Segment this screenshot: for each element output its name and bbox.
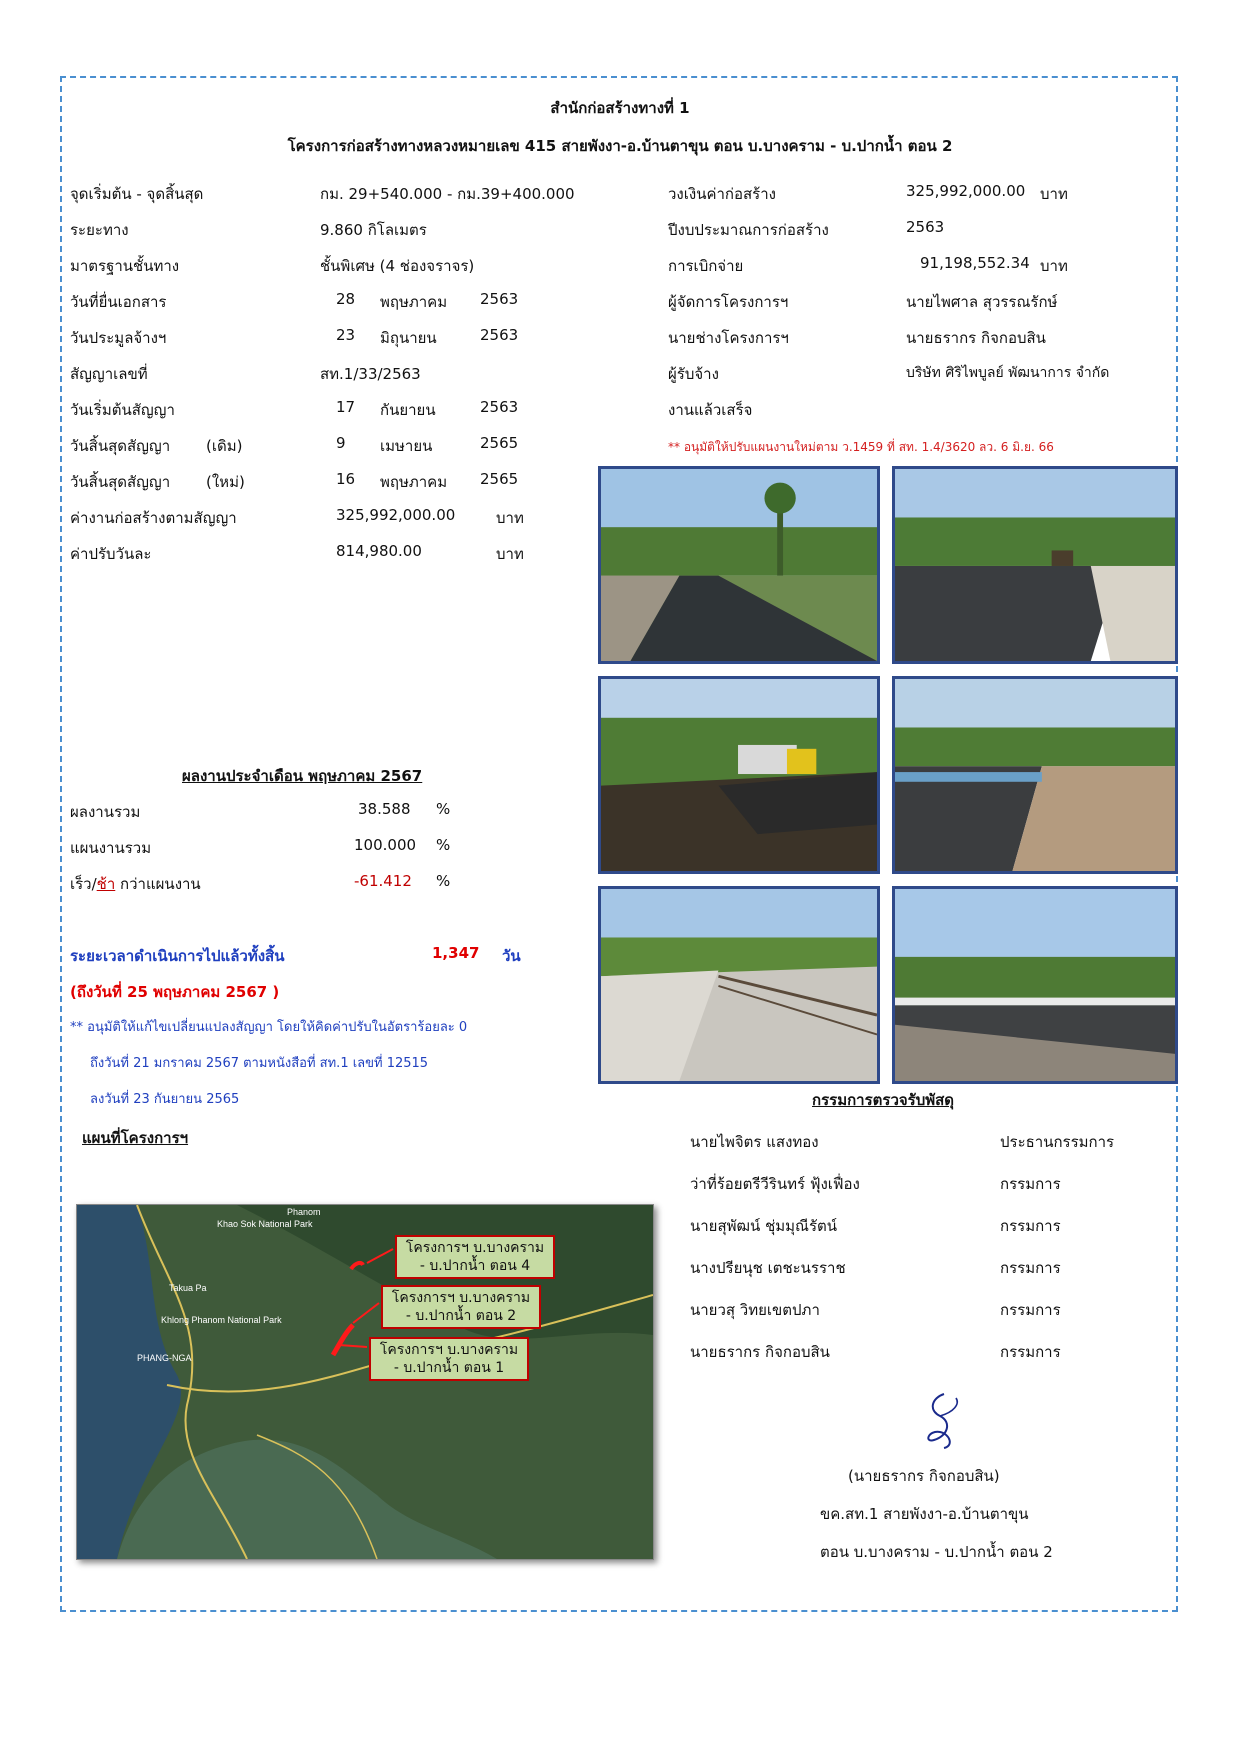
info-label: วันสิ้นสุดสัญญา: [70, 437, 171, 455]
info-label: ระยะทาง: [70, 221, 129, 239]
info-label: จุดเริ่มต้น - จุดสิ้นสุด: [70, 185, 204, 203]
progress-unit: %: [436, 836, 451, 854]
project-title: โครงการก่อสร้างทางหลวงหมายเลข 415 สายพังงา-อ.บ้านตาขุน ตอน บ.บางคราม - บ.ปากน้ำ ตอน 2: [287, 137, 953, 155]
info-year: 2563: [480, 398, 519, 416]
info-month: มิถุนายน: [380, 329, 437, 347]
info-month: พฤษภาคม: [380, 473, 448, 491]
info-label: วันที่ยื่นเอกสาร: [70, 293, 167, 311]
info-label: มาตรฐานชั้นทาง: [70, 257, 180, 275]
contract-note-line2: ถึงวันที่ 21 มกราคม 2567 ตามหนังสือที่ สท.1 เลขที่ 12515: [90, 1056, 429, 1071]
info-day: 23: [336, 326, 356, 344]
signature-name: (นายธรากร กิจกอบสิน): [848, 1467, 1000, 1485]
committee-member-name: นายสุพัฒน์ ชุ่มมุณีรัตน์: [690, 1217, 838, 1235]
committee-member-name: นายไพจิตร แสงทอง: [690, 1133, 819, 1151]
info-label: วันประมูลจ้างฯ: [70, 329, 167, 347]
info-day: 16: [336, 470, 356, 488]
progress-label-slow: ช้า: [96, 875, 116, 893]
info-label: นายช่างโครงการฯ: [668, 329, 789, 347]
info-unit: บาท: [496, 509, 524, 527]
info-month: พฤษภาคม: [380, 293, 448, 311]
signature-section: ตอน บ.บางคราม - บ.ปากน้ำ ตอน 2: [820, 1543, 1053, 1561]
committee-member-role: ประธานกรรมการ: [1000, 1133, 1115, 1151]
progress-value: 100.000: [354, 836, 417, 854]
progress-label: [70, 872, 201, 896]
info-value: 814,980.00: [336, 542, 422, 560]
site-photo-4: [892, 676, 1178, 874]
info-day: 28: [336, 290, 356, 308]
map-label-khlong-phanom: Khlong Phanom National Park: [161, 1315, 282, 1325]
info-label: สัญญาเลขที่: [70, 365, 148, 383]
project-map: [76, 1204, 654, 1560]
committee-member-role: กรรมการ: [1000, 1259, 1061, 1277]
info-year: 2565: [480, 470, 519, 488]
info-value: กม. 29+540.000 - กม.39+400.000: [320, 185, 575, 203]
progress-title: ผลงานประจำเดือน พฤษภาคม 2567: [182, 767, 423, 785]
duration-as-of: (ถึงวันที่ 25 พฤษภาคม 2567 ): [70, 983, 280, 1001]
info-label: วันเริ่มต้นสัญญา: [70, 401, 175, 419]
progress-value: -61.412: [354, 872, 412, 890]
info-unit: บาท: [496, 545, 524, 563]
info-label: วงเงินค่าก่อสร้าง: [668, 185, 776, 203]
info-month: กันยายน: [380, 401, 436, 419]
info-value: 325,992,000.00: [336, 506, 456, 524]
committee-member-role: กรรมการ: [1000, 1343, 1061, 1361]
duration-unit: วัน: [502, 947, 521, 965]
info-value: นายไพศาล สุวรรณรักษ์: [906, 293, 1058, 311]
info-day: 9: [336, 434, 346, 452]
info-label: ผู้จัดการโครงการฯ: [668, 293, 789, 311]
callout-section-2: โครงการฯ บ.บางคราม - บ.ปากน้ำ ตอน 2: [381, 1285, 541, 1329]
map-heading: แผนที่โครงการฯ: [82, 1129, 189, 1147]
info-year: 2563: [480, 290, 519, 308]
progress-label: แผนงานรวม: [70, 839, 152, 857]
progress-unit: %: [436, 800, 451, 818]
committee-member-name: นายวสุ วิทยเขตปภา: [690, 1301, 820, 1319]
info-qualifier: (ใหม่): [206, 473, 245, 491]
committee-member-role: กรรมการ: [1000, 1175, 1061, 1193]
site-photo-6: [892, 886, 1178, 1084]
progress-label-rest: กว่าแผนงาน: [115, 875, 201, 893]
info-label: การเบิกจ่าย: [668, 257, 744, 275]
map-label-phanom: Phanom: [287, 1207, 321, 1217]
info-qualifier: (เดิม): [206, 437, 243, 455]
callout-section-1: โครงการฯ บ.บางคราม - บ.ปากน้ำ ตอน 1: [369, 1337, 529, 1381]
info-value: 2563: [906, 218, 945, 236]
committee-title: กรรมการตรวจรับพัสดุ: [812, 1091, 955, 1109]
info-label: ค่างานก่อสร้างตามสัญญา: [70, 509, 237, 527]
info-year: 2563: [480, 326, 519, 344]
map-label-khao-sok: Khao Sok National Park: [217, 1219, 313, 1229]
committee-member-name: นางปรียนุช เตชะนรราช: [690, 1259, 846, 1277]
info-unit: บาท: [1040, 257, 1068, 275]
signature-position: ขค.สท.1 สายพังงา-อ.บ้านตาขุน: [820, 1505, 1029, 1523]
site-photo-2: [892, 466, 1178, 664]
committee-member-role: กรรมการ: [1000, 1217, 1061, 1235]
info-label: ผู้รับจ้าง: [668, 365, 719, 383]
site-photo-5: [598, 886, 880, 1084]
committee-member-name: ว่าที่ร้อยตรีวีรินทร์ ฟุ้งเฟื่อง: [690, 1175, 860, 1193]
site-photo-1: [598, 466, 880, 664]
duration-value: 1,347: [432, 944, 480, 962]
info-year: 2565: [480, 434, 519, 452]
approval-note: ** อนุมัติให้ปรับแผนงานใหม่ตาม ว.1459 ที่ สท. 1.4/3620 ลว. 6 มิ.ย. 66: [668, 440, 1054, 454]
contract-note-line3: ลงวันที่ 23 กันยายน 2565: [90, 1092, 240, 1107]
committee-member-name: นายธรากร กิจกอบสิน: [690, 1343, 830, 1361]
duration-label: ระยะเวลาดำเนินการไปแล้วทั้งสิ้น: [70, 947, 285, 965]
info-day: 17: [336, 398, 356, 416]
progress-unit: %: [436, 872, 451, 890]
info-unit: บาท: [1040, 185, 1068, 203]
info-label: ปีงบประมาณการก่อสร้าง: [668, 221, 829, 239]
contract-note-line1: ** อนุมัติให้แก้ไขเปลี่ยนแปลงสัญญา โดยให้คิดค่าปรับในอัตราร้อยละ 0: [70, 1020, 468, 1035]
info-value: บริษัท ศิริไพบูลย์ พัฒนาการ จำกัด: [906, 365, 1110, 381]
info-value: ชั้นพิเศษ (4 ช่องจราจร): [320, 257, 475, 275]
office-title: สำนักก่อสร้างทางที่ 1: [550, 99, 690, 117]
committee-member-role: กรรมการ: [1000, 1301, 1061, 1319]
info-value: 91,198,552.34: [920, 254, 1030, 272]
progress-label-fast: เร็ว/: [70, 875, 97, 893]
site-photo-3: [598, 676, 880, 874]
callout-section-4: โครงการฯ บ.บางคราม - บ.ปากน้ำ ตอน 4: [395, 1235, 555, 1279]
map-label-takua-pa: Takua Pa: [169, 1283, 207, 1293]
info-label: ค่าปรับวันละ: [70, 545, 152, 563]
progress-label: ผลงานรวม: [70, 803, 141, 821]
info-value: 9.860 กิโลเมตร: [320, 221, 427, 239]
info-label: วันสิ้นสุดสัญญา: [70, 473, 171, 491]
signature-mark: [914, 1390, 970, 1452]
info-value: 325,992,000.00: [906, 182, 1026, 200]
info-label: งานแล้วเสร็จ: [668, 401, 753, 419]
progress-value: 38.588: [358, 800, 411, 818]
info-value: นายธรากร กิจกอบสิน: [906, 329, 1046, 347]
info-value: สท.1/33/2563: [320, 365, 421, 383]
map-label-phang-nga: PHANG-NGA: [137, 1353, 192, 1363]
info-month: เมษายน: [380, 437, 433, 455]
